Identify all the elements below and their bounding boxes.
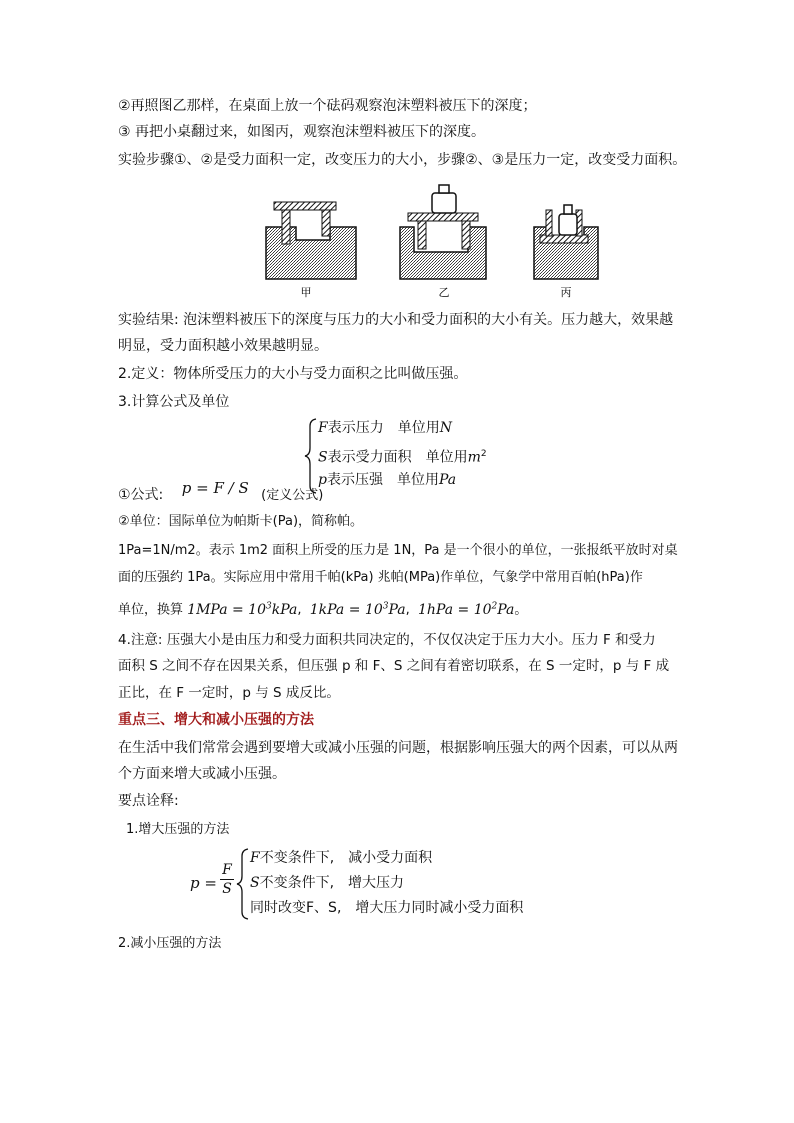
figure-jia — [266, 202, 356, 279]
curly-brace-icon — [236, 848, 250, 920]
result-text-1: 实验结果: 泡沫塑料被压下的深度与压力的大小和受力面积的大小有关。压力越大，效果越 — [118, 312, 674, 328]
steps-summary-text: 实验步骤①、②是受力面积一定，改变压力的大小，步骤②、③是压力一定，改变受力面积。 — [118, 152, 687, 168]
formula-line: ①公式: p = F / S (定义公式) — [118, 479, 324, 503]
keypoints-label: 要点诠释: — [118, 793, 179, 809]
formula-item-f: F表示压力 单位用N — [318, 420, 452, 436]
increase-title: 1.增大压强的方法 — [126, 822, 230, 837]
step-3-text: ③ 再把小桌翻过来，如图丙，观察泡沫塑料被压下的深度。 — [118, 124, 485, 140]
figure-yi — [400, 185, 486, 279]
formula-brace-block — [300, 416, 560, 496]
intro-text-2: 个方面来增大或减小压强。 — [118, 766, 286, 782]
note-text-3: 正比，在 F 一定时，p 与 S 成反比。 — [118, 685, 340, 701]
unit-text: ②单位：国际单位为帕斯卡(Pa)，简称帕。 — [118, 514, 364, 529]
increase-item-2: S不变条件下, 增大压力 — [250, 875, 405, 891]
pa-text-3: 单位，换算 $1MPa = 10^3kPa$, $1kPa = 10^3Pa$, $1hPa = 10^2Pa$。 — [118, 601, 528, 618]
figure-label-bing: 丙 — [560, 286, 572, 299]
intro-text-1: 在生活中我们常常会遇到要增大或减小压强的问题，根据影响压强大的两个因素，可以从两 — [118, 740, 678, 756]
step-2-text: ②再照图乙那样，在桌面上放一个砝码观察泡沫塑料被压下的深度； — [118, 98, 537, 114]
note-text-2: 面积 S 之间不存在因果关系，但压强 p 和 F、S 之间有着密切联系，在 S 一定时，p 与 F 成 — [118, 658, 670, 674]
formula-item-s: S表示受力面积 单位用$m^2$ — [318, 449, 487, 466]
increase-formula-block — [190, 844, 570, 924]
figure-label-jia: 甲 — [300, 286, 312, 299]
definition-text: 2.定义：物体所受压力的大小与受力面积之比叫做压强。 — [118, 366, 468, 382]
note-text-1: 4.注意: 压强大小是由压力和受力面积共同决定的，不仅仅决定于压力大小。压力 F 和受力 — [118, 632, 656, 648]
figure-label-yi: 乙 — [438, 286, 450, 299]
section-heading-3: 重点三、增大和减小压强的方法 — [118, 712, 314, 728]
curly-brace-icon — [304, 418, 318, 494]
increase-p-label: p = — [190, 874, 217, 892]
pa-text-2: 面的压强约 1Pa。实际应用中常用千帕(kPa) 兆帕(MPa)作单位，气象学中常用百帕(hPa)作 — [118, 570, 643, 585]
formula-item-p: p表示压强 单位用Pa — [318, 472, 457, 488]
conversion-hpa: $1hPa = 10^2Pa$ — [418, 601, 515, 618]
increase-fraction: F S — [220, 862, 234, 897]
figure-bing — [534, 205, 598, 279]
increase-item-3: 同时改变F、S, 增大压力同时减小受力面积 — [250, 900, 524, 916]
result-text-2: 明显，受力面积越小效果越明显。 — [118, 338, 328, 354]
conversion-kpa: $1kPa = 10^3Pa$ — [309, 601, 406, 618]
pa-text-1: 1Pa=1N/m2。表示 1m2 面积上所受的压力是 1N，Pa 是一个很小的单位，一张报纸平放时对桌 — [118, 543, 678, 558]
increase-item-1: F不变条件下, 减小受力面积 — [250, 850, 433, 866]
formula-title: 3.计算公式及单位 — [118, 394, 230, 410]
conversion-mpa: $1MPa = 10^3kPa$ — [187, 601, 298, 618]
decrease-title: 2.减小压强的方法 — [118, 936, 222, 951]
experiment-figure — [258, 180, 603, 300]
